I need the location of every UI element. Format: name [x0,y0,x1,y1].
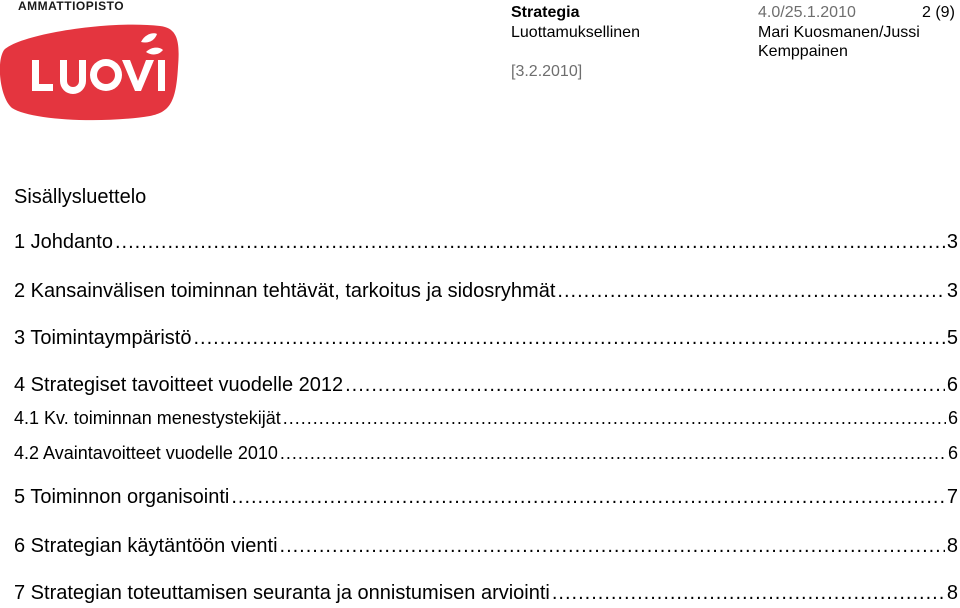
toc-entry-page: 8 [946,582,958,604]
toc-entry-page: 6 [947,443,958,463]
logo-org-name: AMMATTIOPISTO [18,0,125,13]
toc-leader [115,231,945,254]
toc-entry[interactable] [14,374,958,397]
document-date: [3.2.2010] [511,63,583,80]
toc-leader [345,374,945,397]
toc-entry-text: 6 Strategian käytäntöön vienti [14,535,278,557]
toc-leader [280,443,946,464]
toc-entry[interactable] [14,327,958,350]
toc-entry-page: 5 [946,327,958,349]
toc-entry-text: 5 Toiminnon organisointi [14,486,230,508]
toc-entry[interactable] [14,443,958,464]
toc-entry-page: 3 [946,280,958,302]
toc-entry[interactable] [14,582,958,605]
toc-leader [283,408,946,429]
toc-leader [280,535,945,558]
toc-entry-text: 1 Johdanto [14,231,113,253]
toc-leader [552,582,945,605]
document-version: 4.0/25.1.2010 [758,4,856,21]
toc-entry-text: 4 Strategiset tavoitteet vuodelle 2012 [14,374,344,396]
luovi-logo [0,0,190,125]
toc-leader [193,327,944,350]
toc-entry-text: 3 Toimintaympäristö [14,327,192,349]
toc-entry-page: 6 [947,408,958,428]
toc-entry-page: 3 [946,231,958,253]
toc-title: Sisällysluettelo [14,186,147,208]
toc-entry[interactable] [14,280,958,303]
toc-entry[interactable] [14,486,958,509]
luovi-logo-icon [0,12,190,124]
document-authors: Mari Kuosmanen/Jussi Kemppainen [758,24,920,60]
toc-entry-text: 7 Strategian toteuttamisen seuranta ja onnistumisen arviointi [14,582,550,604]
toc-leader [231,486,945,509]
toc-entry-page: 8 [946,535,958,557]
toc-leader [557,280,944,303]
toc-entry-text: 4.2 Avaintavoitteet vuodelle 2010 [14,443,278,463]
toc-entry-text: 4.1 Kv. toiminnan menestystekijät [14,408,281,428]
page-number: 2 (9) [922,4,955,21]
toc-entry[interactable] [14,231,958,254]
toc-entry-page: 6 [946,374,958,396]
toc-entry-page: 7 [946,486,958,508]
document-title: Strategia [511,4,580,21]
toc-entry[interactable] [14,535,958,558]
toc-entry[interactable] [14,408,958,429]
document-classification: Luottamuksellinen [511,24,640,41]
toc-entry-text: 2 Kansainvälisen toiminnan tehtävät, tarkoitus ja sidosryhmät [14,280,556,302]
